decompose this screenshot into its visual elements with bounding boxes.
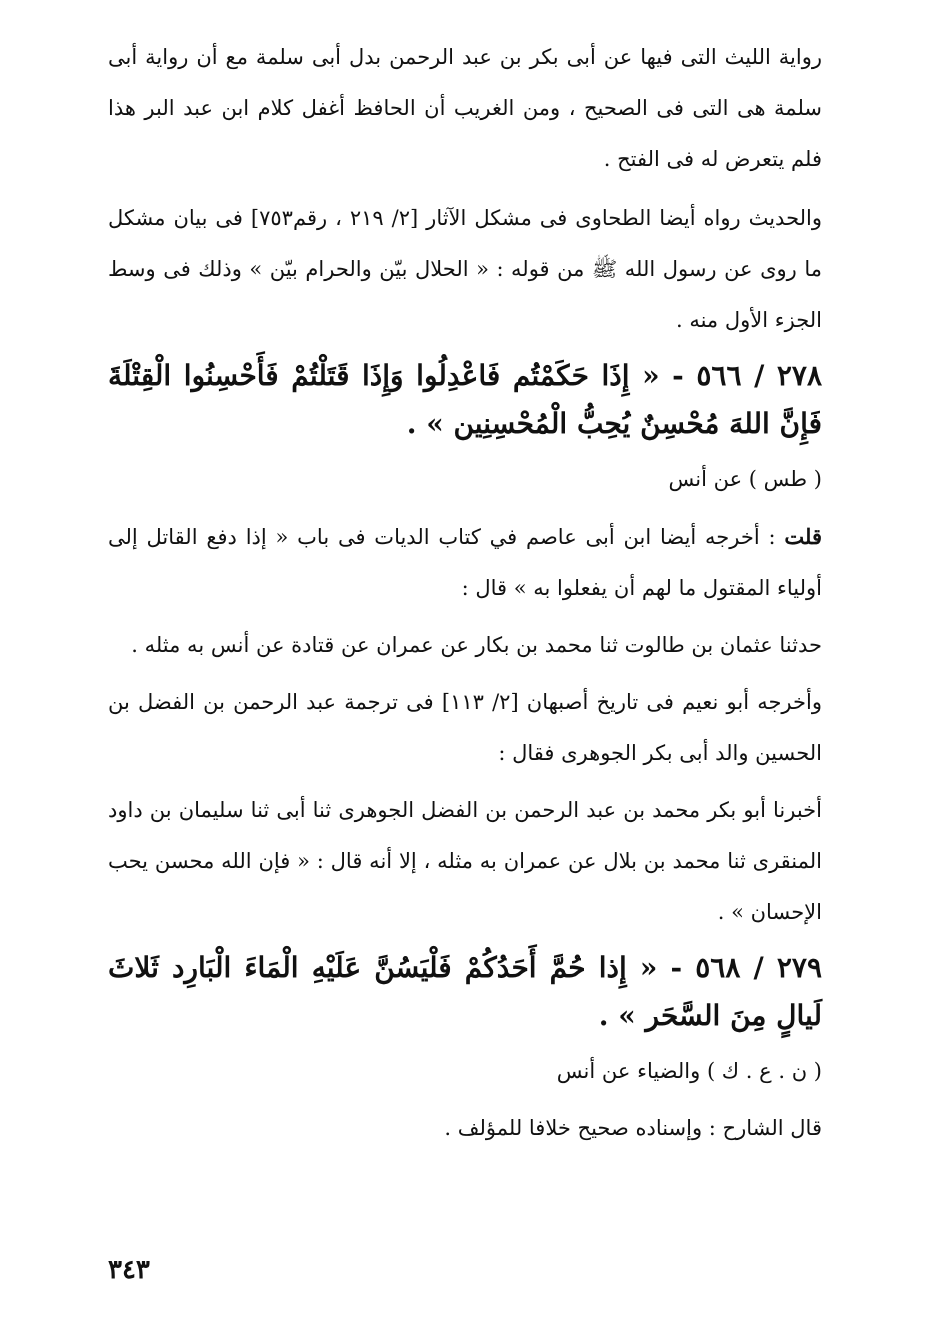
paragraph-ibn-abi-asim bbox=[108, 511, 822, 614]
source-tabarani: ( طس ) عن أنس bbox=[668, 467, 822, 491]
paragraph-abu-nuaym: وأخرجه أبو نعيم فى تاريخ أصبهان [٢/ ١١٣] فى ترجمة عبد الرحمن بن الفضل بن الحسين والد أبى بكر الجوهرى فقال : bbox=[108, 690, 822, 765]
source-nasai-abu-yala-hakim: ( ن . ع . ك ) والضياء عن أنس bbox=[556, 1059, 822, 1083]
paragraph-sharih: قال الشارح : وإسناده صحيح خلافا للمؤلف . bbox=[444, 1116, 822, 1140]
paragraph-isnad-uthman: حدثنا عثمان بن طالوت ثنا محمد بن بكار عن عمران عن قتادة عن أنس به مثله . bbox=[131, 633, 822, 657]
hadith-278: ٢٧٨ / ٥٦٦ - « إِذَا حَكَمْتُم فَاعْدِلُوا وَإِذَا قَتَلْتُمْ فَأَحْسِنُوا الْقِتْلَةَ فَإِنَّ اللهَ مُحْسِنٌ يُحِبُّ الْمُحْسِنِين » . bbox=[108, 359, 822, 440]
page-number: ٣٤٣ bbox=[108, 1255, 150, 1285]
hadith-279: ٢٧٩ / ٥٦٨ - « إِذا حُمَّ أَحَدُكُمْ فَلْيَسُنَّ عَلَيْهِ الْمَاءَ الْبَارِد ثَلاثَ لَيالٍ مِنَ السَّحَر » . bbox=[108, 951, 822, 1032]
qult-label: قلت bbox=[784, 524, 822, 549]
paragraph-ibn-abd-al-barr: رواية الليث التى فيها عن أبى بكر بن عبد الرحمن بدل أبى سلمة مع أن رواية أبى سلمة هى التى فى الصحيح ، ومن الغريب أن الحافظ أغفل كلام ابن عبد البر هذا فلم يتعرض له فى الفتح . bbox=[108, 45, 822, 171]
paragraph-ibn-abi-asim-text: : أخرجه أيضا ابن أبى عاصم في كتاب الديات فى باب « إذا دفع القاتل إلى أولياء المقتول ما لهم أن يفعلوا به » قال : bbox=[108, 525, 822, 600]
paragraph-tahawi: والحديث رواه أيضا الطحاوى فى مشكل الآثار [٢/ ٢١٩ ، رقم٧٥٣] فى بيان مشكل ما روى عن رسول الله ﷺ من قوله : « الحلال بيّن والحرام بيّن » وذلك فى وسط الجزء الأول منه . bbox=[108, 206, 822, 332]
paragraph-isnad-jawhari: أخبرنا أبو بكر محمد بن عبد الرحمن بن الفضل الجوهرى ثنا أبى ثنا سليمان بن داود المنقرى ثنا محمد بن بلال عن عمران به مثله ، إلا أنه قال : « فإن الله محسن يحب الإحسان » . bbox=[108, 798, 822, 924]
